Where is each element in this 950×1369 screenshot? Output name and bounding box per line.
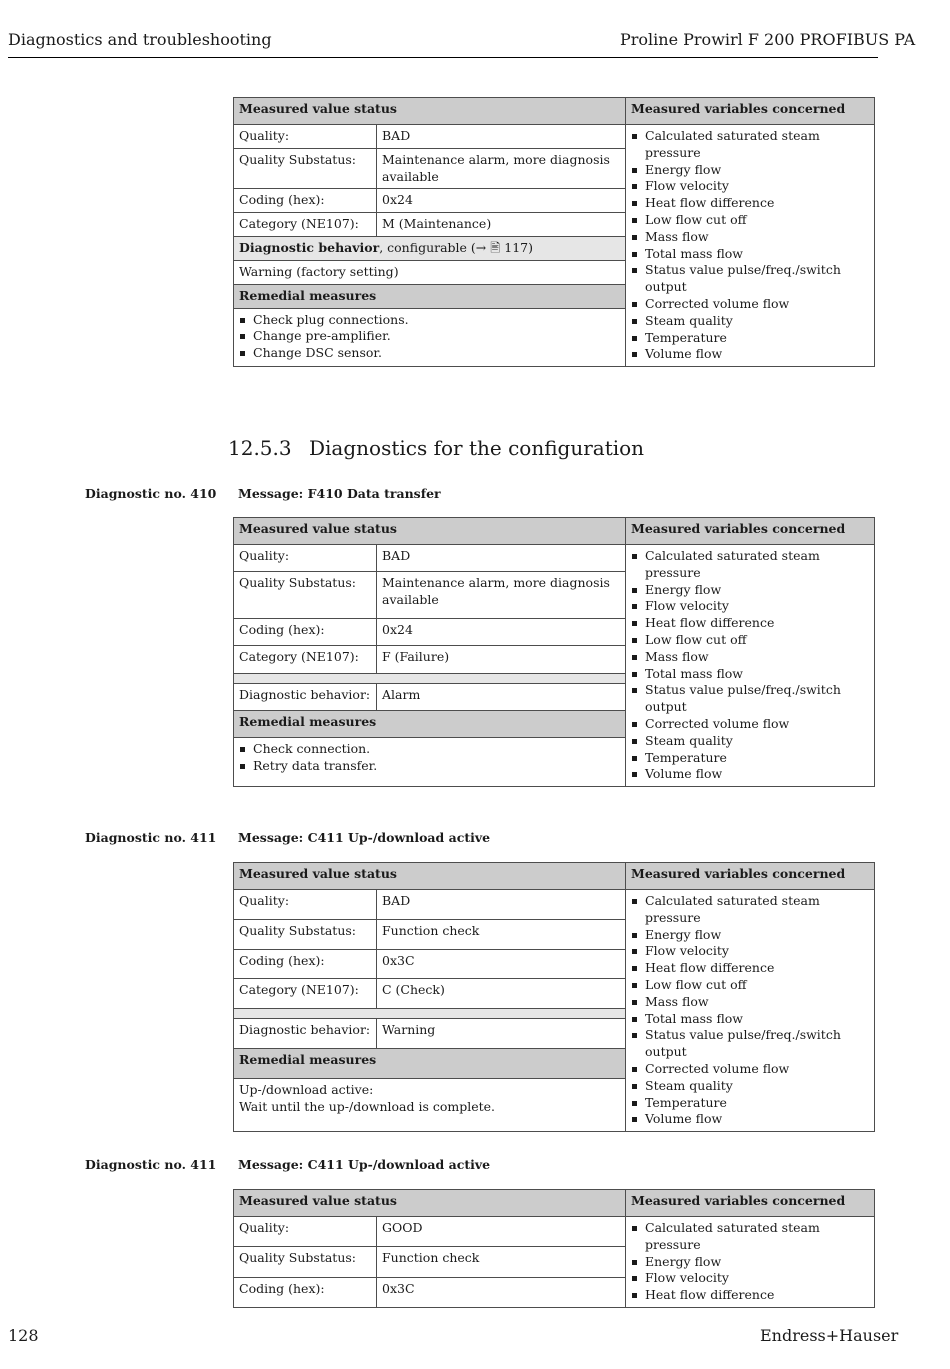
diagnostic-behavior-label: Diagnostic behavior:	[234, 1019, 377, 1049]
diagnostic-behavior-label: Diagnostic behavior:	[234, 683, 377, 710]
quality-value: BAD	[377, 125, 626, 149]
substatus-label: Quality Substatus:	[234, 919, 377, 949]
substatus-label: Quality Substatus:	[234, 148, 377, 189]
list-item: Steam quality	[631, 1078, 869, 1095]
list-item: Mass flow	[631, 649, 869, 666]
list-item: Calculated saturated steam pressure	[631, 128, 869, 162]
list-item: Heat flow difference	[631, 1287, 869, 1304]
list-item: Volume flow	[631, 766, 869, 783]
list-item: Energy flow	[631, 162, 869, 179]
diagnostic-message: Message: C411 Up-/download active	[238, 1157, 491, 1172]
diagnostic-number-label: Diagnostic no. 410	[85, 486, 217, 501]
measured-variables-header: Measured variables concerned	[626, 518, 875, 545]
list-item: Mass flow	[631, 994, 869, 1011]
diagnostic-behavior-heading	[234, 237, 626, 261]
diagnostic-number-label: Diagnostic no. 411	[85, 1157, 217, 1172]
list-item: Status value pulse/freq./switch output	[631, 1027, 869, 1061]
coding-label: Coding (hex):	[234, 189, 377, 213]
measured-value-status-header: Measured value status	[234, 863, 626, 890]
page-number: 128	[8, 1326, 39, 1345]
diagnostic-message: Message: C411 Up-/download active	[238, 830, 491, 845]
separator-row	[234, 673, 626, 683]
quality-label: Quality:	[234, 545, 377, 572]
substatus-label: Quality Substatus:	[234, 1247, 377, 1277]
remedial-measures-list	[239, 312, 620, 362]
measured-variables-cell	[626, 890, 875, 1132]
coding-label: Coding (hex):	[234, 1277, 377, 1307]
quality-value: GOOD	[377, 1217, 626, 1247]
quality-label: Quality:	[234, 1217, 377, 1247]
measured-value-status-header: Measured value status	[234, 98, 626, 125]
diagnostic-message: Message: F410 Data transfer	[238, 486, 441, 501]
measured-variables-cell	[626, 125, 875, 367]
diagnostic-table-continued	[233, 97, 875, 367]
coding-value: 0x3C	[377, 949, 626, 979]
list-item: Energy flow	[631, 582, 869, 599]
list-item: Corrected volume flow	[631, 296, 869, 313]
quality-label: Quality:	[234, 125, 377, 149]
diagnostic-table-410	[233, 517, 875, 787]
list-item: Status value pulse/freq./switch output	[631, 262, 869, 296]
remedial-measures-header: Remedial measures	[234, 710, 626, 737]
list-item: Total mass flow	[631, 1011, 869, 1028]
substatus-value: Function check	[377, 919, 626, 949]
measured-variables-header: Measured variables concerned	[626, 98, 875, 125]
category-label: Category (NE107):	[234, 979, 377, 1009]
section-heading	[228, 436, 644, 460]
diagnostic-number-label: Diagnostic no. 411	[85, 830, 217, 845]
section-title: Diagnostics for the configuration	[309, 436, 645, 460]
category-value: M (Maintenance)	[377, 213, 626, 237]
measured-variables-list	[631, 1220, 869, 1304]
list-item: Steam quality	[631, 313, 869, 330]
list-item: Temperature	[631, 750, 869, 767]
list-item: Heat flow difference	[631, 615, 869, 632]
brand-name: Endress+Hauser	[760, 1326, 899, 1345]
list-item: Volume flow	[631, 346, 869, 363]
list-item: Energy flow	[631, 927, 869, 944]
remedial-text-line: Up-/download active:	[239, 1081, 374, 1097]
list-item: Calculated saturated steam pressure	[631, 548, 869, 582]
list-item: Corrected volume flow	[631, 1061, 869, 1078]
list-item: Total mass flow	[631, 246, 869, 263]
separator-row	[234, 1009, 626, 1019]
list-item: Low flow cut off	[631, 632, 869, 649]
substatus-label: Quality Substatus:	[234, 572, 377, 619]
list-item: Flow velocity	[631, 943, 869, 960]
list-item: Status value pulse/freq./switch output	[631, 682, 869, 716]
list-item: Volume flow	[631, 1111, 869, 1128]
list-item: Steam quality	[631, 733, 869, 750]
diagnostic-table-411	[233, 862, 875, 1132]
diagnostic-behavior-value: Warning	[377, 1019, 626, 1049]
remedial-measures-header: Remedial measures	[234, 1048, 626, 1078]
diagnostic-behavior-reference: , configurable (→ 🖹 117)	[379, 240, 533, 256]
remedial-measures-list	[239, 741, 620, 775]
measured-variables-cell	[626, 1217, 875, 1308]
measured-variables-header: Measured variables concerned	[626, 863, 875, 890]
substatus-value: Function check	[377, 1247, 626, 1277]
category-value: C (Check)	[377, 979, 626, 1009]
measured-variables-header: Measured variables concerned	[626, 1190, 875, 1217]
list-item: Calculated saturated steam pressure	[631, 1220, 869, 1254]
list-item: Heat flow difference	[631, 195, 869, 212]
diagnostic-behavior-value: Warning (factory setting)	[234, 260, 626, 284]
coding-label: Coding (hex):	[234, 949, 377, 979]
measured-variables-cell	[626, 545, 875, 787]
section-number: 12.5.3	[228, 436, 292, 460]
list-item: Check plug connections.	[239, 312, 620, 329]
running-header-right: Proline Prowirl F 200 PROFIBUS PA	[620, 30, 916, 49]
substatus-value: Maintenance alarm, more diagnosis available	[377, 572, 626, 619]
remedial-measures-cell	[234, 308, 626, 367]
list-item: Change DSC sensor.	[239, 345, 620, 362]
list-item: Mass flow	[631, 229, 869, 246]
list-item: Check connection.	[239, 741, 620, 758]
header-rule	[8, 57, 878, 58]
list-item: Temperature	[631, 330, 869, 347]
list-item: Heat flow difference	[631, 960, 869, 977]
list-item: Flow velocity	[631, 598, 869, 615]
list-item: Retry data transfer.	[239, 758, 620, 775]
category-label: Category (NE107):	[234, 646, 377, 673]
list-item: Flow velocity	[631, 1270, 869, 1287]
diagnostic-behavior-bold: Diagnostic behavior	[239, 240, 380, 256]
quality-label: Quality:	[234, 890, 377, 920]
list-item: Total mass flow	[631, 666, 869, 683]
coding-value: 0x3C	[377, 1277, 626, 1307]
list-item: Change pre-amplifier.	[239, 328, 620, 345]
category-label: Category (NE107):	[234, 213, 377, 237]
list-item: Flow velocity	[631, 178, 869, 195]
list-item: Energy flow	[631, 1254, 869, 1271]
measured-value-status-header: Measured value status	[234, 1190, 626, 1217]
list-item: Temperature	[631, 1095, 869, 1112]
coding-label: Coding (hex):	[234, 618, 377, 645]
measured-variables-list	[631, 128, 869, 363]
substatus-value: Maintenance alarm, more diagnosis available	[377, 148, 626, 189]
coding-value: 0x24	[377, 618, 626, 645]
coding-value: 0x24	[377, 189, 626, 213]
remedial-measures-cell	[234, 738, 626, 787]
list-item: Corrected volume flow	[631, 716, 869, 733]
measured-variables-list	[631, 548, 869, 783]
remedial-text-line: Wait until the up-/download is complete.	[239, 1098, 496, 1114]
list-item: Low flow cut off	[631, 977, 869, 994]
list-item: Calculated saturated steam pressure	[631, 893, 869, 927]
quality-value: BAD	[377, 890, 626, 920]
diagnostic-behavior-value: Alarm	[377, 683, 626, 710]
measured-variables-list	[631, 893, 869, 1128]
diagnostic-table-411-continued	[233, 1189, 875, 1308]
running-header-left: Diagnostics and troubleshooting	[8, 30, 272, 49]
category-value: F (Failure)	[377, 646, 626, 673]
measured-value-status-header: Measured value status	[234, 518, 626, 545]
remedial-measures-header: Remedial measures	[234, 284, 626, 308]
list-item: Low flow cut off	[631, 212, 869, 229]
quality-value: BAD	[377, 545, 626, 572]
remedial-measures-cell	[234, 1078, 626, 1131]
